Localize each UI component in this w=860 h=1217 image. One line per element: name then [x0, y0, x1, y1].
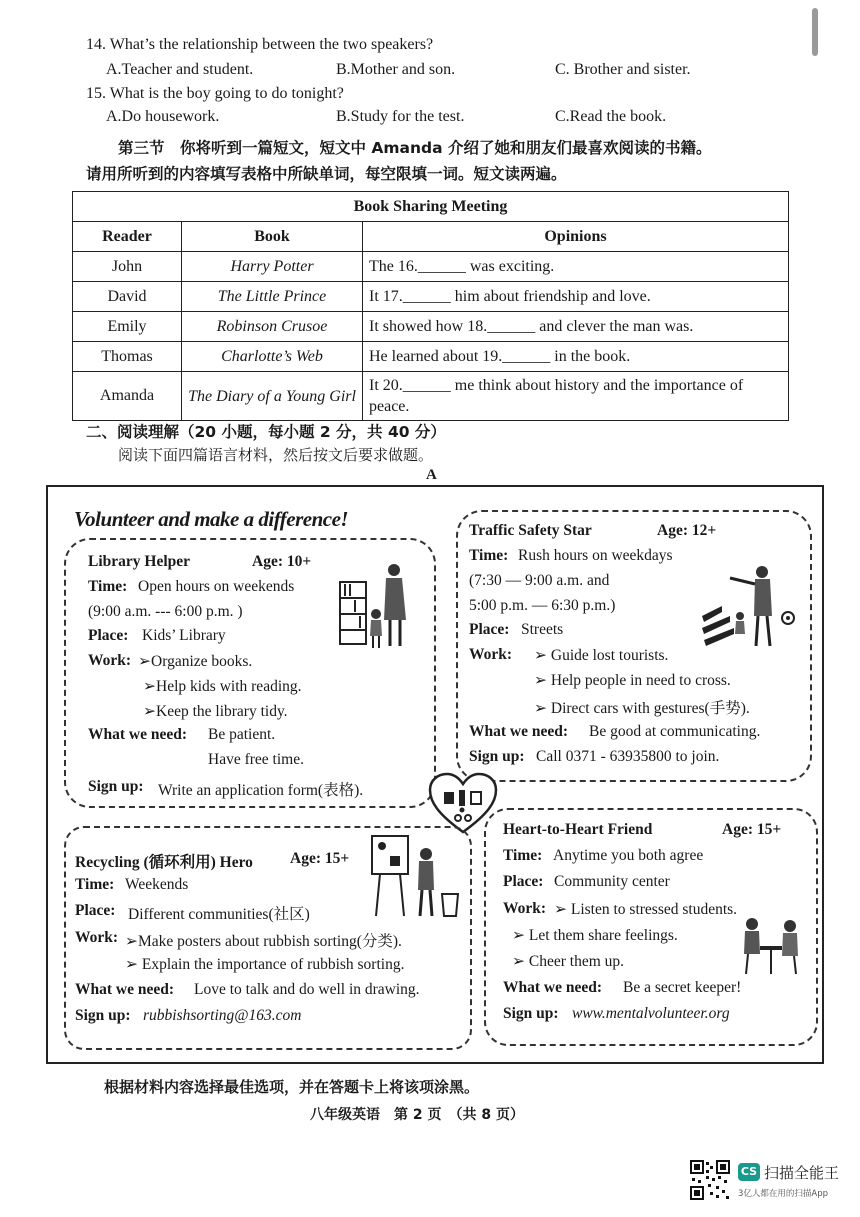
- recycling-signup-label: Sign up:: [75, 1007, 131, 1024]
- scanner-tagline: 3亿人都在用的扫描App: [738, 1189, 829, 1199]
- traffic-work-1: ➢ Guide lost tourists.: [534, 647, 669, 664]
- library-time-2: (9:00 a.m. --- 6:00 p.m. ): [88, 603, 243, 620]
- part2-heading: 二、阅读理解（20 小题，每小题 2 分，共 40 分）: [86, 423, 446, 441]
- recycling-name: Recycling (循环利用) Hero: [75, 854, 253, 871]
- traffic-time-2: (7:30 — 9:00 a.m. and: [469, 572, 610, 589]
- q14-option-a: A.Teacher and student.: [106, 61, 254, 78]
- heart-signup: www.mentalvolunteer.org: [572, 1005, 730, 1022]
- table-row: [73, 342, 789, 372]
- library-place-label: Place:: [88, 627, 129, 644]
- heart-work-label: Work:: [503, 900, 547, 917]
- recycling-signup: rubbishsorting@163.com: [143, 1007, 302, 1024]
- arrow-icon: ➢: [512, 953, 529, 970]
- recycling-illustration-icon: [366, 832, 464, 922]
- recycling-place-label: Place:: [75, 902, 116, 919]
- arrow-icon: ➢: [512, 927, 529, 944]
- heart-place-label: Place:: [503, 873, 544, 890]
- heart-place: Community center: [554, 873, 670, 890]
- scrollbar-thumb[interactable]: [812, 8, 818, 56]
- opinion-cell: It showed how 18.______ and clever the man was.: [363, 312, 789, 342]
- library-signup-label: Sign up:: [88, 778, 144, 795]
- passage-letter: A: [426, 467, 437, 483]
- question-15: 15. What is the boy going to do tonight?: [86, 85, 344, 102]
- book-cell: Robinson Crusoe: [182, 312, 363, 342]
- recycling-work-2: ➢ Explain the importance of rubbish sorting.: [125, 956, 405, 973]
- library-time-label: Time:: [88, 578, 128, 595]
- traffic-place-label: Place:: [469, 621, 510, 638]
- scanner-brand: 扫描全能王: [764, 1164, 840, 1182]
- camscanner-logo: CS: [738, 1163, 760, 1181]
- part2-instruction: 阅读下面四篇语言材料，然后按文后要求做题。: [118, 446, 434, 464]
- library-need: Be patient.: [208, 726, 276, 743]
- reader-cell: Thomas: [73, 342, 182, 372]
- page-footer: 八年级英语 第 2 页 （共 8 页）: [310, 1107, 524, 1123]
- table-row: [73, 252, 789, 282]
- reader-cell: Emily: [73, 312, 182, 342]
- arrow-icon: ➢: [534, 647, 551, 664]
- traffic-place: Streets: [521, 621, 564, 638]
- recycling-age: Age: 15+: [290, 850, 350, 867]
- traffic-time-label: Time:: [469, 547, 509, 564]
- recycling-time-label: Time:: [75, 876, 115, 893]
- table-row: [73, 282, 789, 312]
- q15-option-b: B.Study for the test.: [336, 108, 465, 125]
- book-sharing-table: [72, 191, 789, 421]
- traffic-need: Be good at communicating.: [589, 723, 761, 740]
- traffic-name: Traffic Safety Star: [469, 522, 592, 539]
- recycling-place: Different communities(社区): [128, 906, 310, 923]
- library-helper-illustration-icon: [338, 562, 424, 652]
- qr-code-icon: [690, 1160, 730, 1200]
- section3-instruction-2: 请用所听到的内容填写表格中所缺单词，每空限填一词。短文读两遍。: [86, 165, 567, 183]
- heart-work-1: ➢ Listen to stressed students.: [554, 901, 738, 918]
- arrow-icon: ➢: [138, 653, 151, 670]
- reader-cell: David: [73, 282, 182, 312]
- opinion-cell: The 16.______ was exciting.: [363, 252, 789, 282]
- heart-time-label: Time:: [503, 847, 543, 864]
- book-cell: The Diary of a Young Girl: [182, 372, 363, 421]
- talking-friends-illustration-icon: [738, 916, 806, 978]
- table-row: [73, 372, 789, 421]
- table-title: Book Sharing Meeting: [73, 192, 789, 222]
- library-work-2: ➢Help kids with reading.: [143, 678, 302, 695]
- opinion-cell: He learned about 19.______ in the book.: [363, 342, 789, 372]
- section3-instruction-1: 第三节 你将听到一篇短文，短文中 Amanda 介绍了她和朋友们最喜欢阅读的书籍。: [118, 139, 712, 157]
- q14-option-b: B.Mother and son.: [336, 61, 456, 78]
- heart-age: Age: 15+: [722, 821, 782, 838]
- arrow-icon: ➢: [143, 678, 156, 695]
- library-signup: Write an application form(表格).: [158, 782, 364, 799]
- book-cell: The Little Prince: [182, 282, 363, 312]
- library-need-label: What we need:: [88, 726, 188, 743]
- heart-work-2: ➢ Let them share feelings.: [512, 927, 678, 944]
- book-cell: Charlotte’s Web: [182, 342, 363, 372]
- table-row: [73, 312, 789, 342]
- traffic-signup: Call 0371 - 63935800 to join.: [536, 748, 720, 765]
- library-age: Age: 10+: [252, 553, 312, 570]
- traffic-work-3: ➢ Direct cars with gestures(手势).: [534, 700, 750, 717]
- poster-title: Volunteer and make a difference!: [74, 507, 349, 531]
- traffic-signup-label: Sign up:: [469, 748, 525, 765]
- recycling-need-label: What we need:: [75, 981, 175, 998]
- traffic-time-3: 5:00 p.m. — 6:30 p.m.): [469, 597, 616, 614]
- library-need-2: Have free time.: [208, 751, 304, 768]
- arrow-icon: ➢: [534, 672, 551, 689]
- library-name: Library Helper: [88, 553, 191, 570]
- traffic-need-label: What we need:: [469, 723, 569, 740]
- header-reader: Reader: [73, 222, 182, 252]
- book-cell: Harry Potter: [182, 252, 363, 282]
- traffic-work-label: Work:: [469, 646, 513, 663]
- heart-need-label: What we need:: [503, 979, 603, 996]
- traffic-age: Age: 12+: [657, 522, 717, 539]
- heart-signup-label: Sign up:: [503, 1005, 559, 1022]
- opinion-cell: It 17.______ him about friendship and love.: [363, 282, 789, 312]
- heart-work-3: ➢ Cheer them up.: [512, 953, 625, 970]
- reader-cell: Amanda: [73, 372, 182, 421]
- arrow-icon: ➢: [554, 901, 571, 918]
- library-work-label: Work:: [88, 652, 132, 669]
- library-time: Open hours on weekends: [138, 578, 295, 595]
- recycling-time: Weekends: [125, 876, 189, 893]
- recycling-work-label: Work:: [75, 929, 119, 946]
- q14-option-c: C. Brother and sister.: [555, 61, 691, 78]
- heart-need: Be a secret keeper!: [623, 979, 742, 996]
- reader-cell: John: [73, 252, 182, 282]
- header-book: Book: [182, 222, 363, 252]
- header-opinions: Opinions: [363, 222, 789, 252]
- question-14: 14. What’s the relationship between the two speakers?: [86, 36, 434, 53]
- library-place: Kids’ Library: [142, 627, 226, 644]
- traffic-work-2: ➢ Help people in need to cross.: [534, 672, 731, 689]
- traffic-time: Rush hours on weekdays: [518, 547, 673, 564]
- traffic-helper-illustration-icon: [700, 566, 798, 650]
- recycling-need: Love to talk and do well in drawing.: [194, 981, 420, 998]
- library-work-3: ➢Keep the library tidy.: [143, 703, 288, 720]
- arrow-icon: ➢: [125, 956, 142, 973]
- q15-option-c: C.Read the book.: [555, 108, 667, 125]
- q15-option-a: A.Do housework.: [106, 108, 220, 125]
- heart-name: Heart-to-Heart Friend: [503, 821, 653, 838]
- arrow-icon: ➢: [534, 700, 551, 717]
- heart-time: Anytime you both agree: [553, 847, 704, 864]
- recycling-work-1: ➢Make posters about rubbish sorting(分类).: [125, 933, 402, 950]
- answer-instruction: 根据材料内容选择最佳选项，并在答题卡上将该项涂黑。: [104, 1078, 480, 1096]
- arrow-icon: ➢: [125, 933, 138, 950]
- arrow-icon: ➢: [143, 703, 156, 720]
- opinion-cell: It 20.______ me think about history and the importance of peace.: [363, 372, 789, 421]
- library-work-1: ➢Organize books.: [138, 653, 253, 670]
